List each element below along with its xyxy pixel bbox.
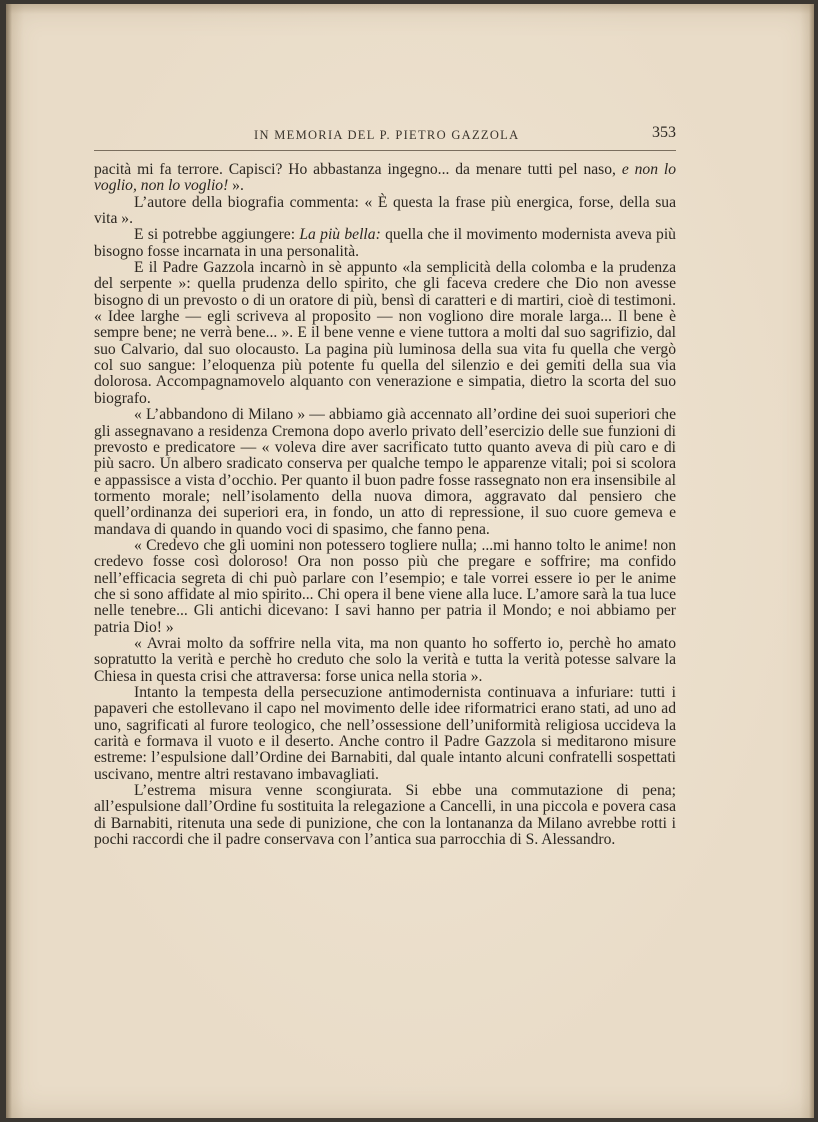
- paragraph: [94, 783, 676, 848]
- paragraph: [94, 538, 676, 636]
- text-run: Intanto la tempesta della persecuzione antimodernista continuava a infuriare: tutti i papaveri che estollevano il capo nel movimento delle idee riformatrici erano stati, ad uno ad uno, sagrificati al furore teologico, che nell’ossessione dell’uniformità religiosa uccideva la carità e formava il vuoto e il deserto. Anche contro il Padre Gazzola si meditarono misure estreme: l’espulsione dall’Ordine dei Barnabiti, dal quale intanto alcuni confratelli sospettati uscivano, mentre altri restavano imbavagliati.: [94, 684, 676, 783]
- italic-text: e non lo voglio, non lo voglio!: [94, 161, 676, 195]
- text-run: pacità mi fa terrore. Capisci? Ho abbastanza ingegno... da menare tutti pel naso,: [94, 161, 622, 178]
- running-header-title: IN MEMORIA DEL P. PIETRO GAZZOLA: [254, 128, 520, 142]
- text-run: ».: [228, 177, 244, 195]
- text-run: E si potrebbe aggiungere:: [134, 226, 300, 244]
- paragraph: [94, 407, 676, 538]
- paragraph: [94, 162, 676, 195]
- paragraph: [94, 195, 676, 228]
- running-header: [94, 122, 676, 151]
- text-run: quella che il movimento modernista aveva più bisogno fosse incarnata in una personalità.: [94, 226, 676, 260]
- paragraph: [94, 260, 676, 407]
- text-run: « L’abbandono di Milano » — abbiamo già accennato all’ordine dei suoi superiori che gli assegnavano a residenza Cremona dopo averlo privato dell’esercizio delle sue funzioni di prevosto e predicatore — « voleva dire aver sacrificato tutto quanto aveva di più caro e di più sacro. Un albero sradicato conserva per qualche tempo le apparenze vitali; poi si scolora e appassisce a vista d’occhio. Per quanto il buon padre fosse rassegnato non era insensibile al tormento morale; nell’isolamento della nuova dimora, aggravato dal pensiero che quell’ordinanza dei superiori era, in fondo, un atto di repressione, il suo cuore gemeva e mandava di quando in quando voci di spasimo, che fanno pena.: [94, 406, 676, 538]
- paragraph: [94, 227, 676, 260]
- page-right-shadow: [809, 4, 814, 1118]
- text-run: « Avrai molto da soffrire nella vita, ma non quanto ho sofferto io, perchè ho amato sopratutto la verità e perchè ho creduto che solo la verità e tutta la verità potesse salvare la Chiesa in questa crisi che attraversa: forse unica nella storia ».: [94, 634, 676, 685]
- book-page: [6, 4, 814, 1118]
- paragraph: [94, 685, 676, 783]
- text-run: L’autore della biografia commenta: « È questa la frase più energica, forse, della sua vita ».: [94, 193, 676, 228]
- body-text: [94, 162, 676, 848]
- italic-text: La più bella:: [299, 226, 381, 244]
- text-run: « Credevo che gli uomini non potessero togliere nulla; ...mi hanno tolto le anime! non credevo fosse così doloroso! Ora non posso più che pregare e soffrire; ma confido nell’efficacia segreta di chi può parlare con l’esempio; e tale vorrei essere io per le anime che si sono affidate al mio spirito... Chi opera il bene viene alla luce. L’amore sarà la tua luce nelle tenebre... Gli antichi dicevano: I savi hanno per patria il Mondo; e noi abbiamo per patria Dio! »: [94, 536, 676, 636]
- page-left-shadow: [6, 4, 12, 1118]
- page-number: 353: [652, 124, 676, 141]
- text-run: E il Padre Gazzola incarnò in sè appunto «la semplicità della colomba e la prudenza del serpente »: quella prudenza dello spirito, che gli faceva credere che Dio non avesse bisogno di un prevosto o di un oratore di più, bensì di caratteri e di martiri, cioè di testimoni. « Idee larghe — egli scriveva al proposito — non vogliono dire morale larga... Il bene è sempre bene; ne verrà bene... ». E il bene venne e viene tuttora a molti dal suo sagrifizio, dal suo Calvario, dal suo olocausto. La pagina più luminosa della sua vita fu quella che vergò col suo sangue: l’eloquenza più potente fu quella del silenzio e dei gemiti della sua via dolorosa. Accompagnamovelo alquanto con venerazione e simpatia, dietro la scorta del suo biografo.: [94, 259, 676, 407]
- paragraph: [94, 636, 676, 685]
- text-run: L’estrema misura venne scongiurata. Si ebbe una commutazione di pena; all’espulsione dall’Ordine fu sostituita la relegazione a Cancelli, in una piccola e povera casa di Barnabiti, ritenuta una sede di punizione, che con la lontananza da Milano avrebbe rotti i pochi raccordi che il padre conservava con l’antica sua parrocchia di S. Alessandro.: [94, 782, 676, 849]
